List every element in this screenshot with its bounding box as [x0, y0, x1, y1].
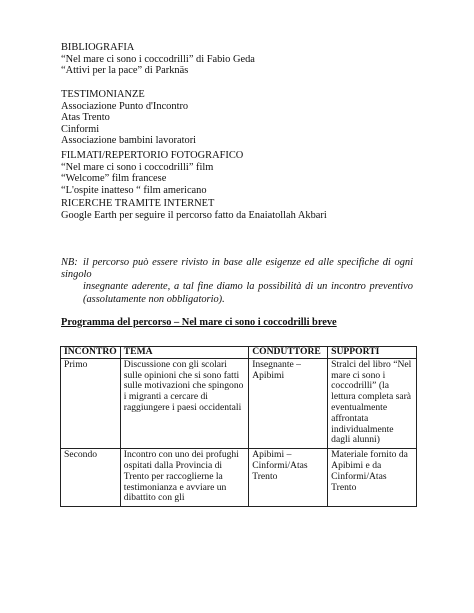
films-section [61, 150, 441, 196]
note-first-line: il percorso può essere rivisto in base alle esigenze ed alle specifiche di ogni singolo [61, 257, 413, 281]
note-label: NB: [61, 257, 78, 268]
program-table [60, 346, 417, 507]
cell-conduttore: Apibimi – Cinformi/Atas Trento [249, 449, 328, 507]
films-item: “L'ospite inatteso “ film americano [61, 184, 207, 196]
testimonials-section [61, 89, 441, 147]
header-supporti: SUPPORTI [328, 347, 417, 359]
internet-section [61, 198, 441, 221]
cell-supporti: Stralci del libro “Nel mare ci sono i coccodrilli” (la lettura completa sarà eventualmente affrontata individualmente dagli alunni) [328, 358, 417, 448]
cell-conduttore: Insegnante – Apibimi [249, 358, 328, 448]
testimonials-item: Associazione Punto d'Incontro [61, 100, 189, 112]
program-title: Programma del percorso – Nel mare ci sono i coccodrilli breve [61, 317, 337, 328]
cell-incontro: Primo [61, 358, 121, 448]
note-continuation: insegnante aderente, a tal fine diamo la possibilità di un incontro preventivo (assolutamente non obbligatorio). [83, 281, 413, 305]
cell-supporti: Materiale fornito da Apibimi e da Cinformi/Atas Trento [328, 449, 417, 507]
note-paragraph [61, 257, 413, 306]
internet-heading: RICERCHE TRAMITE INTERNET [61, 198, 215, 209]
films-item: “Nel mare ci sono i coccodrilli” film [61, 161, 214, 173]
bibliography-item: “Attivi per la pace” di Parknäs [61, 65, 189, 77]
header-tema: TEMA [120, 347, 248, 359]
internet-item: Google Earth per seguire il percorso fatto da Enaiatollah Akbari [61, 209, 327, 221]
testimonials-item: Cinformi [61, 123, 100, 135]
testimonials-heading: TESTIMONIANZE [61, 89, 145, 100]
bibliography-section [61, 42, 441, 77]
cell-tema: Incontro con uno dei profughi ospitati dalla Provincia di Trento per raccoglierne la testimonianza e avviare un dibattito con gli [120, 449, 248, 507]
cell-tema: Discussione con gli scolari sulle opinioni che si sono fatti sulle motivazioni che spingono i migranti a cercare di raggiungere i paesi occidentali [120, 358, 248, 448]
table-row [61, 358, 417, 448]
testimonials-item: Associazione bambini lavoratori [61, 135, 197, 147]
header-incontro: INCONTRO [61, 347, 121, 359]
bibliography-heading: BIBLIOGRAFIA [61, 42, 135, 53]
testimonials-item: Atas Trento [61, 112, 110, 124]
films-heading: FILMATI/REPERTORIO FOTOGRAFICO [61, 150, 244, 161]
table-row [61, 449, 417, 507]
bibliography-item: “Nel mare ci sono i coccodrilli” di Fabio Geda [61, 53, 255, 65]
table-header-row [61, 347, 417, 359]
header-conduttore: CONDUTTORE [249, 347, 328, 359]
cell-incontro: Secondo [61, 449, 121, 507]
films-item: “Welcome” film francese [61, 173, 167, 185]
